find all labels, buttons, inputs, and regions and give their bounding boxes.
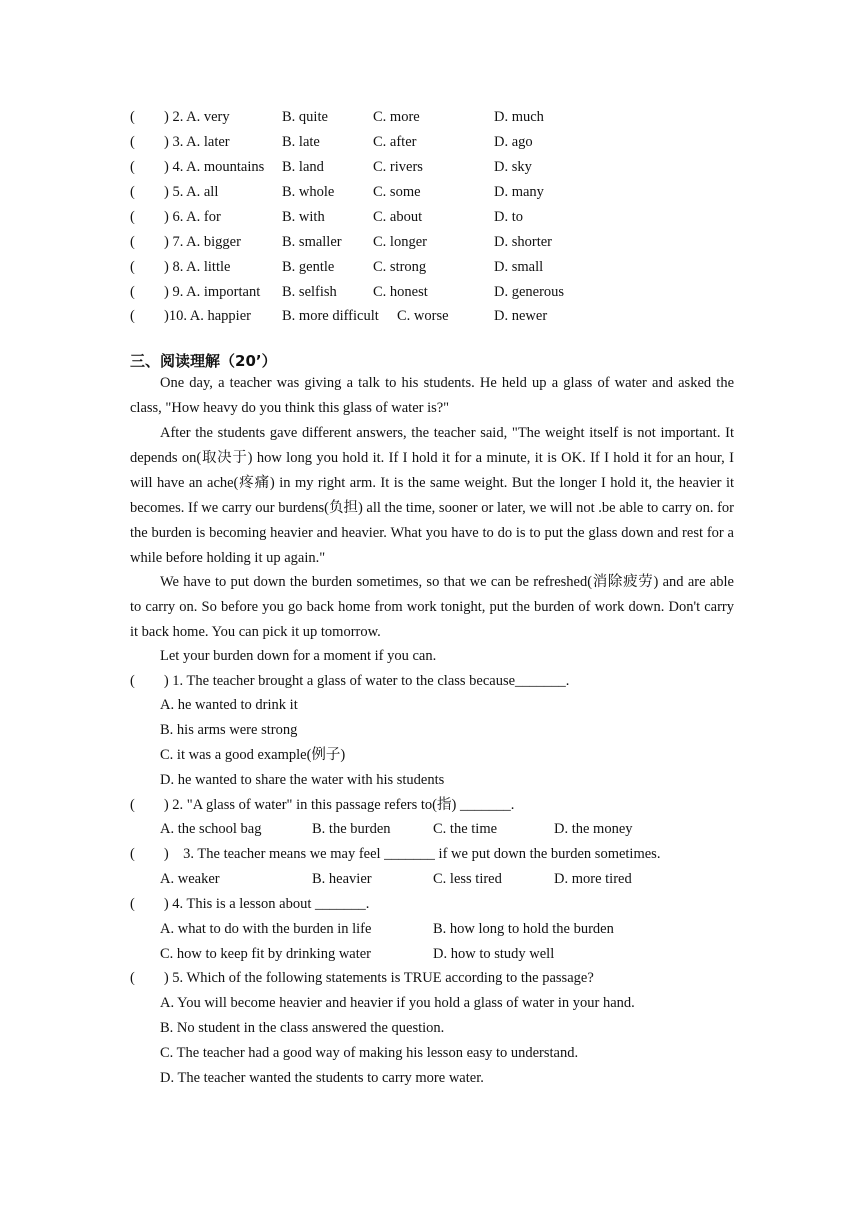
cloze-option-b: B. whole [282, 184, 335, 200]
cloze-option-c: C. longer [373, 234, 427, 250]
cloze-option-b: B. with [282, 209, 325, 225]
answer-option[interactable]: A. what to do with the burden in life [160, 921, 372, 937]
answer-blank[interactable]: ( [130, 259, 135, 275]
answer-option[interactable]: A. the school bag [160, 821, 262, 837]
cloze-option-a: ) 9. A. important [164, 284, 261, 300]
answer-option[interactable]: C. less tired [433, 871, 502, 887]
answer-option[interactable]: A. he wanted to drink it [160, 697, 298, 713]
cloze-option-b: B. land [282, 159, 324, 175]
cloze-option-a: ) 8. A. little [164, 259, 231, 275]
cloze-option-d: D. shorter [494, 234, 552, 250]
cloze-option-c: C. more [373, 109, 420, 125]
answer-option[interactable]: C. The teacher had a good way of making his lesson easy to understand. [160, 1045, 579, 1061]
answer-blank[interactable]: ( [130, 134, 135, 150]
answer-option[interactable]: B. No student in the class answered the question. [160, 1020, 445, 1036]
answer-blank[interactable]: ( [130, 308, 135, 324]
question-stem: ( ) 3. The teacher means we may feel _______ if we put down the burden sometimes. [130, 846, 661, 862]
cloze-option-c: C. after [373, 134, 417, 150]
passage-paragraph: One day, a teacher was giving a talk to his students. He held up a glass of water and asked the class, "How heavy do you think this glass of water is?" [130, 375, 734, 416]
passage-paragraph: Let your burden down for a moment if you can. [160, 648, 437, 664]
passage-paragraph: We have to put down the burden sometimes, so that we can be refreshed(消除疲劳) and are able to carry on. So before you go back home from work tonight, put the burden of work down. Don't carry it back home. You can pick it up tomorrow. [130, 574, 734, 640]
cloze-option-a: ) 4. A. mountains [164, 159, 265, 175]
cloze-option-d: D. many [494, 184, 544, 200]
answer-option[interactable]: C. how to keep fit by drinking water [160, 946, 372, 962]
cloze-option-a: ) 6. A. for [164, 209, 221, 225]
answer-option[interactable]: A. weaker [160, 871, 220, 887]
cloze-option-c: C. about [373, 209, 423, 225]
answer-option[interactable]: C. the time [433, 821, 498, 837]
cloze-option-d: D. sky [494, 159, 532, 175]
cloze-option-a: ) 7. A. bigger [164, 234, 241, 250]
cloze-option-c: C. worse [397, 308, 449, 324]
cloze-option-d: D. much [494, 109, 544, 125]
cloze-option-a: )10. A. happier [164, 308, 251, 324]
cloze-option-b: B. quite [282, 109, 328, 125]
cloze-option-d: D. newer [494, 308, 548, 324]
answer-option[interactable]: B. the burden [312, 821, 391, 837]
question-stem: ( ) 5. Which of the following statements is TRUE according to the passage? [130, 970, 594, 986]
question-stem: ( ) 4. This is a lesson about _______. [130, 896, 370, 912]
answer-option[interactable]: D. more tired [554, 871, 632, 887]
cloze-option-b: B. late [282, 134, 320, 150]
cloze-option-d: D. ago [494, 134, 533, 150]
cloze-option-a: ) 3. A. later [164, 134, 230, 150]
cloze-option-a: ) 5. A. all [164, 184, 219, 200]
answer-option[interactable]: D. The teacher wanted the students to carry more water. [160, 1070, 484, 1086]
cloze-option-d: D. to [494, 209, 523, 225]
answer-option[interactable]: A. You will become heavier and heavier if you hold a glass of water in your hand. [160, 995, 635, 1011]
cloze-option-b: B. more difficult [282, 308, 379, 324]
answer-blank[interactable]: ( [130, 284, 135, 300]
cloze-option-c: C. strong [373, 259, 427, 275]
answer-blank[interactable]: ( [130, 209, 135, 225]
cloze-option-c: C. some [373, 184, 421, 200]
answer-option[interactable]: D. the money [554, 821, 633, 837]
question-stem: ( ) 2. "A glass of water" in this passage refers to(指) _______. [130, 797, 515, 813]
cloze-option-d: D. small [494, 259, 544, 275]
answer-option[interactable]: C. it was a good example(例子) [160, 747, 346, 763]
cloze-option-b: B. smaller [282, 234, 342, 250]
cloze-option-d: D. generous [494, 284, 565, 300]
cloze-option-a: ) 2. A. very [164, 109, 230, 125]
answer-option[interactable]: B. his arms were strong [160, 722, 298, 738]
answer-blank[interactable]: ( [130, 234, 135, 250]
answer-option[interactable]: D. how to study well [433, 946, 555, 962]
answer-blank[interactable]: ( [130, 159, 135, 175]
passage-paragraph: After the students gave different answers, the teacher said, "The weight itself is not important. It depends on(取决于) how long you hold it. If I hold it for a minute, it is OK. If I hold it for an hour, I will have an ache(疼痛) in my right arm. It is the same weight. But the longer I hold it, the heavier it becomes. If we carry our burdens(负担) all the time, sooner or later, we will not .be able to carry on. for the burden is becoming heavier and heavier. What you have to do is to put the glass down and rest for a while before holding it up again." [130, 425, 734, 566]
answer-option[interactable]: B. how long to hold the burden [433, 921, 614, 937]
section-title: 三、阅读理解（20’） [130, 352, 277, 370]
question-stem: ( ) 1. The teacher brought a glass of water to the class because_______. [130, 673, 570, 689]
cloze-option-b: B. gentle [282, 259, 335, 275]
cloze-option-c: C. rivers [373, 159, 423, 175]
cloze-option-b: B. selfish [282, 284, 337, 300]
answer-option[interactable]: B. heavier [312, 871, 372, 887]
answer-blank[interactable]: ( [130, 109, 135, 125]
cloze-option-c: C. honest [373, 284, 428, 300]
answer-option[interactable]: D. he wanted to share the water with his students [160, 772, 445, 788]
answer-blank[interactable]: ( [130, 184, 135, 200]
